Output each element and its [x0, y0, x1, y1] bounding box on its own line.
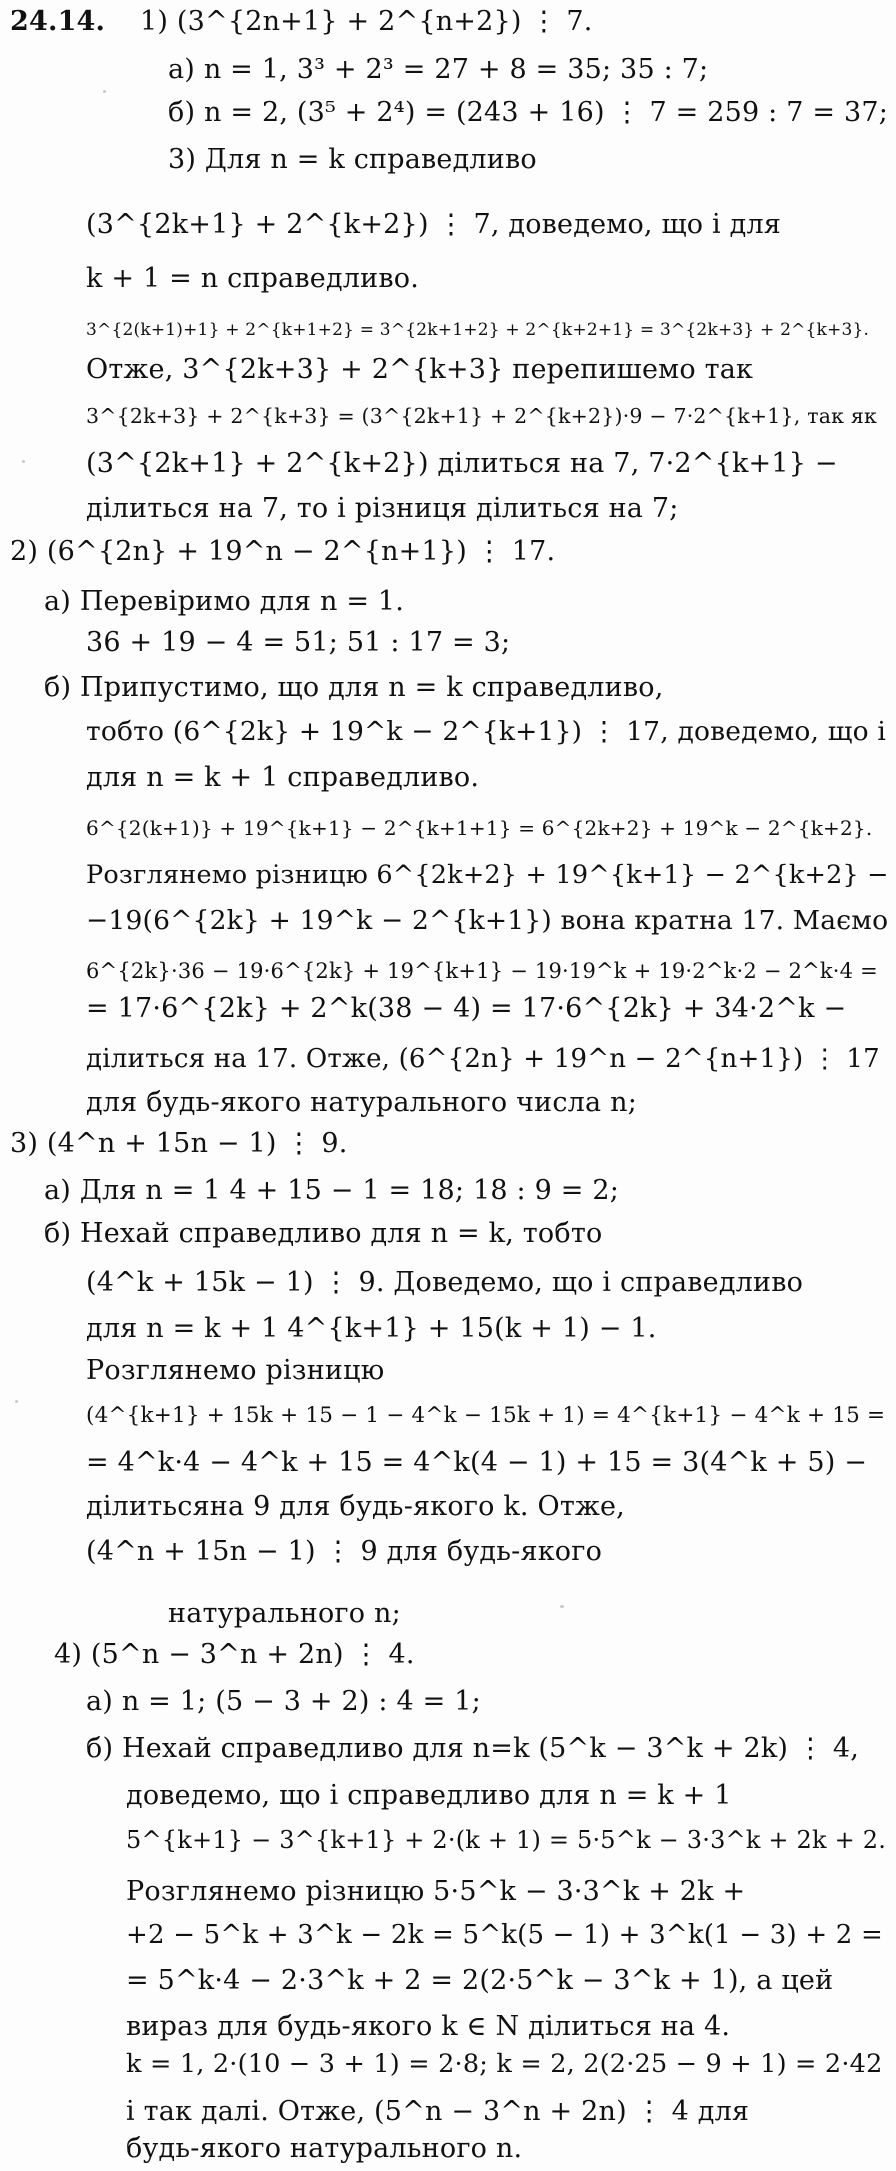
part-2-line-13: для будь-якого натурального числа n;	[86, 1087, 637, 1118]
part-1-line-9: 3^{2k+3} + 2^{k+3} = (3^{2k+1} + 2^{k+2})·9 − 7·2^{k+1}, так як	[86, 404, 878, 428]
part-2-line-11: = 17·6^{2k} + 2^k(38 − 4) = 17·6^{2k} + 34·2^k −	[86, 993, 847, 1024]
part-4-line-8: = 5^k·4 − 2·3^k + 2 = 2(2·5^k − 3^k + 1), а цей	[126, 1965, 834, 1996]
part-3-step-b: б) Нехай справедливо для n = k, тобто	[44, 1218, 603, 1249]
part-2-statement: 2) (6^{2n} + 19^n − 2^{n+1}) ⋮ 17.	[10, 536, 556, 567]
scan-speck	[15, 1400, 18, 1403]
part-1-step-a: а) n = 1, 3³ + 2³ = 27 + 8 = 35; 35 : 7;	[168, 54, 709, 85]
part-2-line-7: 6^{2(k+1)} + 19^{k+1} − 2^{k+1+1} = 6^{2k+2} + 19^k − 2^{k+2}.	[86, 816, 873, 840]
part-1-step-b: б) n = 2, (3⁵ + 2⁴) = (243 + 16) ⋮ 7 = 259 : 7 = 37;	[168, 97, 889, 128]
part-3-line-8: = 4^k·4 − 4^k + 15 = 4^k(4 − 1) + 15 = 3(4^k + 5) −	[86, 1447, 868, 1478]
part-3-line-9: ділитьсяна 9 для будь-якого k. Отже,	[86, 1491, 625, 1522]
part-3-line-10: (4^n + 15n − 1) ⋮ 9 для будь-якого	[86, 1536, 603, 1567]
part-2-step-b: б) Припустимо, що для n = k справедливо,	[44, 672, 664, 703]
part-1-line-5: (3^{2k+1} + 2^{k+2}) ⋮ 7, доведемо, що і для	[86, 209, 782, 240]
part-1-line-8: Отже, 3^{2k+3} + 2^{k+3} перепишемо так	[86, 354, 754, 385]
part-3-line-6: Розглянемо різницю	[86, 1355, 385, 1386]
scan-speck	[22, 460, 25, 463]
part-4-line-6: Розглянемо різницю 5·5^k − 3·3^k + 2k +	[126, 1876, 746, 1907]
part-4-line-7: +2 − 5^k + 3^k − 2k = 5^k(5 − 1) + 3^k(1 − 3) + 2 =	[126, 1920, 884, 1950]
part-3-step-a: а) Для n = 1 4 + 15 − 1 = 18; 18 : 9 = 2;	[44, 1175, 620, 1206]
part-4-step-a: а) n = 1; (5 − 3 + 2) : 4 = 1;	[86, 1686, 481, 1717]
part-4-line-12: будь-якого натурального n.	[126, 2133, 523, 2164]
part-3-line-5: для n = k + 1 4^{k+1} + 15(k + 1) − 1.	[86, 1313, 657, 1344]
part-4-line-4: доведемо, що і справедливо для n = k + 1	[126, 1780, 732, 1811]
problem-number: 24.14.	[10, 6, 106, 37]
part-2-line-12: ділиться на 17. Отже, (6^{2n} + 19^n − 2^{n+1}) ⋮ 17	[86, 1044, 880, 1074]
part-2-line-3: 36 + 19 − 4 = 51; 51 : 17 = 3;	[86, 627, 511, 658]
part-4-line-9: вираз для будь-якого k ∈ N ділиться на 4.	[126, 2011, 731, 2042]
part-2-step-a: а) Перевіримо для n = 1.	[44, 586, 405, 617]
part-2-line-5: тобто (6^{2k} + 19^k − 2^{k+1}) ⋮ 17, доведемо, що і	[86, 716, 887, 747]
part-4-statement: 4) (5^n − 3^n + 2n) ⋮ 4.	[54, 1639, 415, 1670]
part-3-line-7: (4^{k+1} + 15k + 15 − 1 − 4^k − 15k + 1) = 4^{k+1} − 4^k + 15 =	[86, 1403, 886, 1428]
scan-speck	[560, 1605, 564, 1608]
part-2-line-10: 6^{2k}·36 − 19·6^{2k} + 19^{k+1} − 19·19^k + 19·2^k·2 − 2^k·4 =	[86, 959, 878, 983]
part-4-line-5: 5^{k+1} − 3^{k+1} + 2·(k + 1) = 5·5^k − 3·3^k + 2k + 2.	[126, 1826, 887, 1854]
part-1-line-7: 3^{2(k+1)+1} + 2^{k+1+2} = 3^{2k+1+2} + 2^{k+2+1} = 3^{2k+3} + 2^{k+3}.	[86, 320, 870, 340]
part-1-line-6: k + 1 = n справедливо.	[86, 263, 419, 294]
scan-speck	[103, 90, 106, 93]
part-1-step-3: 3) Для n = k справедливо	[168, 144, 537, 175]
part-4-step-b: б) Нехай справедливо для n=k (5^k − 3^k + 2k) ⋮ 4,	[86, 1733, 860, 1764]
part-3-line-4: (4^k + 15k − 1) ⋮ 9. Доведемо, що і справедливо	[86, 1267, 804, 1298]
part-2-line-6: для n = k + 1 справедливо.	[86, 762, 480, 793]
part-1-line-10: (3^{2k+1} + 2^{k+2}) ділиться на 7, 7·2^{k+1} −	[86, 448, 838, 479]
part-3-statement: 3) (4^n + 15n − 1) ⋮ 9.	[10, 1128, 348, 1159]
part-2-line-9: −19(6^{2k} + 19^k − 2^{k+1}) вона кратна 17. Маємо	[86, 905, 889, 936]
part-4-line-10: k = 1, 2·(10 − 3 + 1) = 2·8; k = 2, 2(2·25 − 9 + 1) = 2·42	[126, 2049, 883, 2079]
part-4-line-11: і так далі. Отже, (5^n − 3^n + 2n) ⋮ 4 для	[126, 2096, 750, 2127]
part-1-line-11: ділиться на 7, то і різниця ділиться на 7;	[86, 493, 679, 524]
part-3-line-11: натурального n;	[168, 1598, 401, 1629]
part-1-statement: 1) (3^{2n+1} + 2^{n+2}) ⋮ 7.	[140, 6, 593, 37]
part-2-line-8: Розглянемо різницю 6^{2k+2} + 19^{k+1} − 2^{k+2} −	[86, 860, 889, 890]
